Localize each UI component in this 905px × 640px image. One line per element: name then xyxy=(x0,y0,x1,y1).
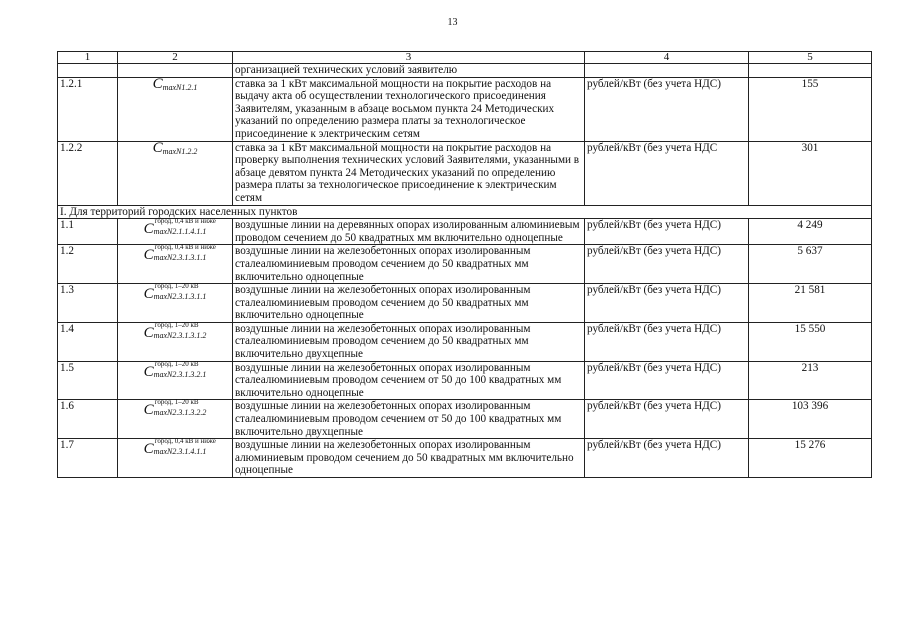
rate-formula: CmaxN2.3.1.3.1.1 город, 0,4 кВ и ниже xyxy=(143,243,216,264)
row-unit: рублей/кВт (без учета НДС) xyxy=(585,400,749,439)
rate-symbol xyxy=(118,77,233,141)
row-value: 15 550 xyxy=(749,322,872,361)
row-value: 213 xyxy=(749,361,872,400)
rate-formula: CmaxN2.3.1.4.1.1 город, 0,4 кВ и ниже xyxy=(143,437,216,458)
row-unit: рублей/кВт (без учета НДС) xyxy=(585,361,749,400)
column-header-5: 5 xyxy=(749,52,872,64)
table-row xyxy=(58,284,872,323)
row-number: 1.2.1 xyxy=(58,77,118,141)
description-cell: организацией технических условий заявителю xyxy=(233,64,585,78)
rate-symbol xyxy=(118,245,233,284)
row-description: воздушные линии на деревянных опорах изолированным алюминиевым проводом сечением до 50 квадратных мм включительно одноцепные xyxy=(233,219,585,245)
row-number: 1.2.2 xyxy=(58,141,118,205)
table-row-continuation xyxy=(58,64,872,78)
unit-cell xyxy=(585,64,749,78)
column-header-2: 2 xyxy=(118,52,233,64)
row-unit: рублей/кВт (без учета НДС) xyxy=(585,219,749,245)
row-unit: рублей/кВт (без учета НДС) xyxy=(585,284,749,323)
table-row xyxy=(58,400,872,439)
rate-symbol xyxy=(118,141,233,205)
row-unit: рублей/кВт (без учета НДС) xyxy=(585,439,749,478)
row-unit: рублей/кВт (без учета НДС) xyxy=(585,245,749,284)
column-header-3: 3 xyxy=(233,52,585,64)
tariff-table xyxy=(57,51,872,478)
rate-formula: CmaxN2.3.1.3.2.1 город, 1–20 кВ xyxy=(143,359,207,380)
row-description: воздушные линии на железобетонных опорах изолированным сталеалюминиевым проводом сечением до 50 квадратных мм включительно одноцепные xyxy=(233,284,585,323)
table-row xyxy=(58,245,872,284)
row-value: 4 249 xyxy=(749,219,872,245)
row-description: воздушные линии на железобетонных опорах изолированным сталеалюминиевым проводом сечением до 50 квадратных мм включительно одноцепные xyxy=(233,245,585,284)
rate-formula: CmaxN2.3.1.3.1.2 город, 1–20 кВ xyxy=(143,320,207,341)
row-number: 1.7 xyxy=(58,439,118,478)
row-description: воздушные линии на железобетонных опорах изолированным алюминиевым проводом сечением до 50 квадратных мм включительно одноцепные xyxy=(233,439,585,478)
rate-formula: CmaxN1.2.1 xyxy=(152,75,198,92)
rate-symbol xyxy=(118,284,233,323)
row-unit: рублей/кВт (без учета НДС) xyxy=(585,322,749,361)
table-row xyxy=(58,439,872,478)
row-value: 5 637 xyxy=(749,245,872,284)
rate-formula: CmaxN2.1.1.4.1.1 город, 0,4 кВ и ниже xyxy=(143,217,216,238)
rate-symbol xyxy=(118,439,233,478)
table-row xyxy=(58,322,872,361)
table-row xyxy=(58,361,872,400)
row-description: ставка за 1 кВт максимальной мощности на покрытие расходов на выдачу акта об осуществлении технологического присоединения Заявителям, указанным в абзаце восьмом пункта 24 Методических указаний по определению размера платы за технологическое присоединение к электрическим сетям xyxy=(233,77,585,141)
row-value: 21 581 xyxy=(749,284,872,323)
row-number: 1.4 xyxy=(58,322,118,361)
section-heading: I. Для территорий городских населенных пунктов xyxy=(58,205,872,219)
header-row xyxy=(58,52,872,64)
value-cell xyxy=(749,64,872,78)
row-value: 155 xyxy=(749,77,872,141)
table-row xyxy=(58,141,872,205)
rate-symbol xyxy=(118,322,233,361)
row-unit: рублей/кВт (без учета НДС xyxy=(585,141,749,205)
row-value: 15 276 xyxy=(749,439,872,478)
row-unit: рублей/кВт (без учета НДС) xyxy=(585,77,749,141)
rate-symbol xyxy=(118,400,233,439)
symbol-cell xyxy=(118,64,233,78)
row-number: 1.3 xyxy=(58,284,118,323)
row-number: 1.5 xyxy=(58,361,118,400)
column-header-1: 1 xyxy=(58,52,118,64)
row-value: 103 396 xyxy=(749,400,872,439)
page-number: 13 xyxy=(447,17,458,28)
table-row xyxy=(58,77,872,141)
rate-formula: CmaxN2.3.1.3.1.1 город, 1–20 кВ xyxy=(143,282,207,303)
column-header-4: 4 xyxy=(585,52,749,64)
rate-formula: CmaxN2.3.1.3.2.2 город, 1–20 кВ xyxy=(143,398,207,419)
rate-symbol xyxy=(118,361,233,400)
row-description: воздушные линии на железобетонных опорах изолированным сталеалюминиевым проводом сечением от 50 до 100 квадратных мм включительно одноцепные xyxy=(233,361,585,400)
row-description: воздушные линии на железобетонных опорах изолированным сталеалюминиевым проводом сечением до 50 квадратных мм включительно двухцепные xyxy=(233,322,585,361)
row-value: 301 xyxy=(749,141,872,205)
row-description: воздушные линии на железобетонных опорах изолированным сталеалюминиевым проводом сечением от 50 до 100 квадратных мм включительно двухцепные xyxy=(233,400,585,439)
row-number: 1.1 xyxy=(58,219,118,245)
row-number: 1.2 xyxy=(58,245,118,284)
row-description: ставка за 1 кВт максимальной мощности на покрытие расходов на проверку выполнения технических условий Заявителями, указанными в абзаце девятом пункта 24 Методических указаний по определению размера платы за технологическое присоединение к электрическим сетям xyxy=(233,141,585,205)
row-number: 1.6 xyxy=(58,400,118,439)
rate-formula: CmaxN1.2.2 xyxy=(152,139,198,156)
row-number-cell xyxy=(58,64,118,78)
